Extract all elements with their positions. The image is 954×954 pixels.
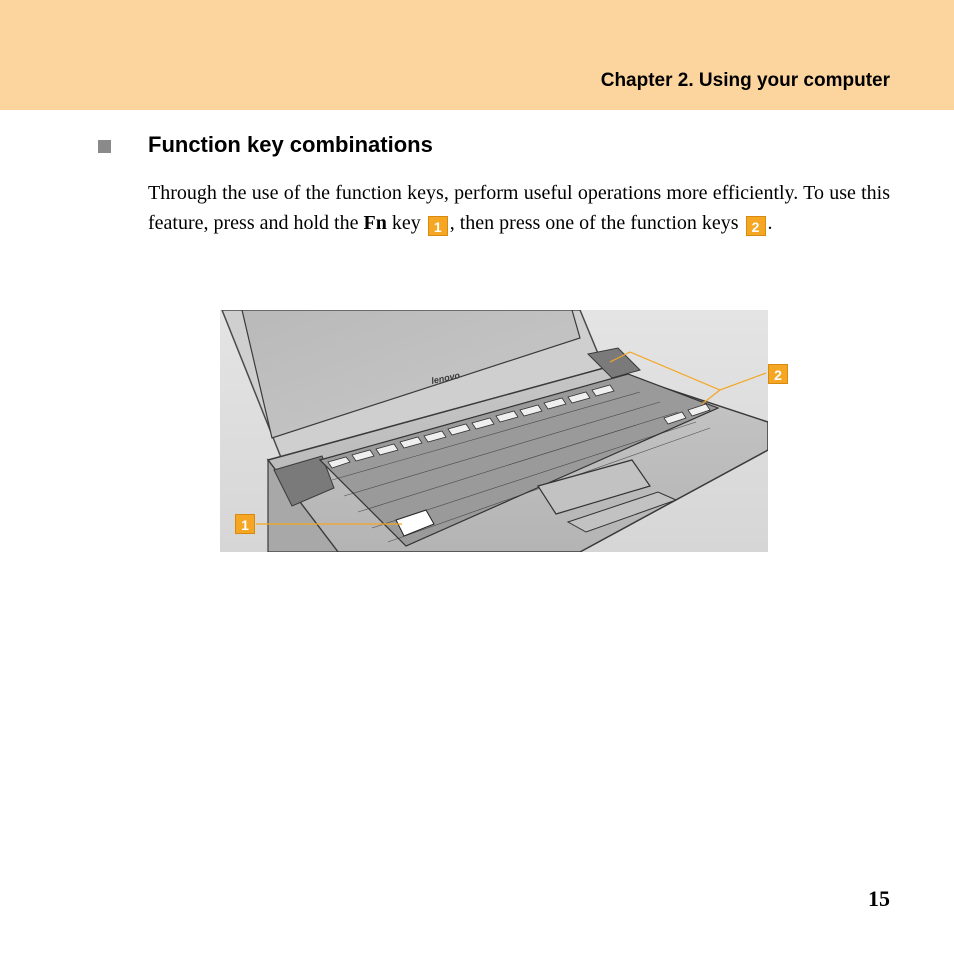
page-number: 15 (868, 886, 890, 911)
header-band (0, 0, 954, 110)
fn-key-label: Fn (363, 212, 387, 234)
laptop-illustration (220, 310, 768, 552)
para-text-4: . (767, 212, 773, 234)
chapter-title: Chapter 2. Using your computer (600, 70, 890, 91)
para-text-1: Through the use of the function keys, perform useful operations more efficiently. To use this feature, press and hold the (148, 182, 890, 234)
callout-1-diagram: 1 (235, 514, 255, 534)
callout-2-diagram: 2 (768, 364, 788, 384)
section-bullet (98, 140, 111, 153)
para-text-2: key (386, 212, 426, 234)
body-paragraph (148, 178, 890, 238)
para-text-3: , then press one of the function keys (449, 212, 744, 234)
laptop-drawing (220, 310, 768, 552)
section-heading: Function key combinations (148, 132, 433, 157)
callout-1-inline: 1 (428, 216, 448, 236)
callout-2-inline: 2 (746, 216, 766, 236)
lenovo-logo: lenovo (430, 370, 461, 386)
